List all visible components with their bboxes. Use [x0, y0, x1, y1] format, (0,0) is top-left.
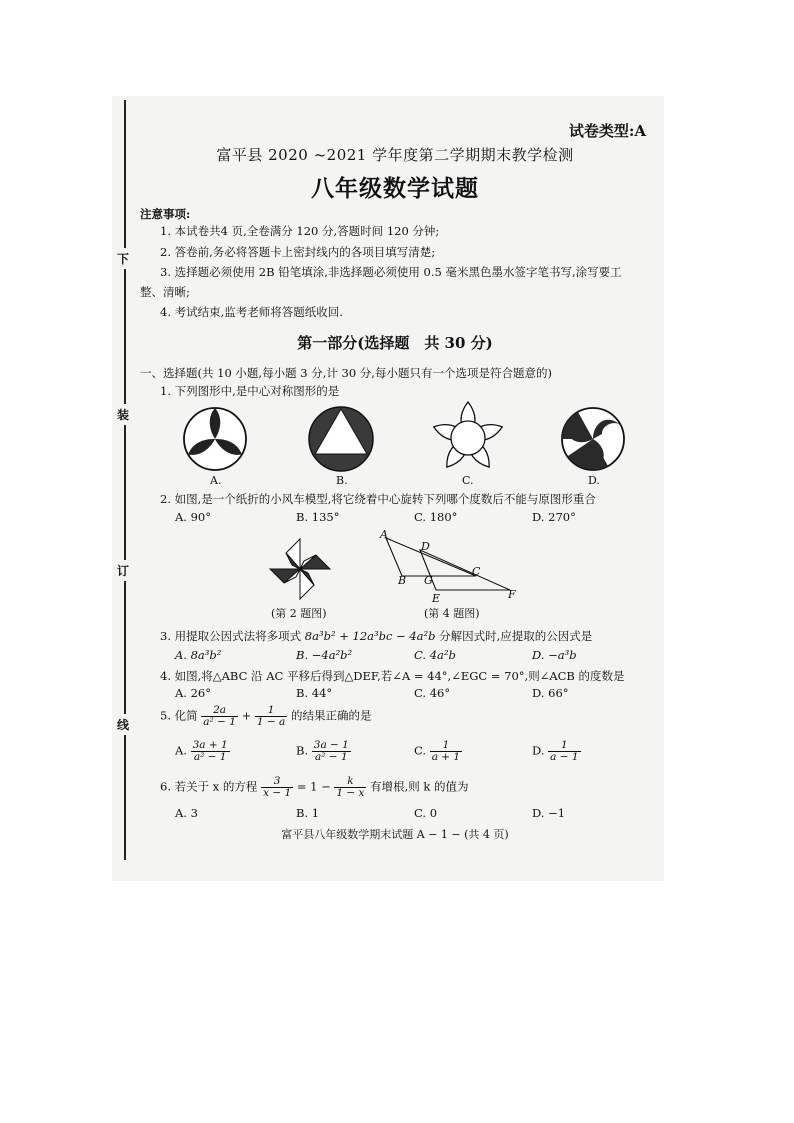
- q3-option-b: B. −4a²b²: [296, 648, 353, 662]
- q4-point-d: D: [421, 540, 430, 553]
- q5-option-d-fraction: [548, 740, 580, 763]
- q6-fraction-1-numerator: 3: [261, 776, 293, 788]
- note-item: 4. 考试结束,监考老师将答题纸收回.: [160, 305, 343, 319]
- q5-option-c-label: C.: [414, 743, 427, 758]
- q5-option-b-label: B.: [296, 743, 309, 758]
- q2-option-d: D. 270°: [532, 510, 576, 524]
- section-title: 第一部分(选择题 共 30 分): [297, 334, 493, 352]
- q3-stem-suffix: 分解因式时,应提取的公因式是: [439, 629, 593, 643]
- q5-option-a-numerator: 3a + 1: [192, 739, 228, 751]
- note-item: 1. 本试卷共4 页,全卷满分 120 分,答题时间 120 分钟;: [160, 224, 440, 238]
- q3-option-c: C. 4a²b: [414, 648, 456, 662]
- binding-line: [124, 100, 126, 860]
- exam-title: 富平县 2020 ~2021 学年度第二学期期末教学检测: [216, 146, 574, 164]
- page-title: 八年级数学试题: [311, 175, 479, 202]
- q4-triangle-figure: [376, 530, 516, 608]
- part-intro: 一、选择题(共 10 小题,每小题 3 分,计 30 分,每小题只有一个选项是符合题意的): [140, 366, 552, 380]
- q2-stem: 2. 如图,是一个纸折的小风车模型,将它绕着中心旋转下列哪个度数后不能与原图形重合: [160, 492, 596, 506]
- q3-stem-prefix: 3. 用提取公因式法将多项式: [160, 629, 302, 643]
- q1-label-d: D.: [588, 474, 600, 487]
- q5-option-b-fraction: [312, 740, 351, 763]
- q4-option-b: B. 44°: [296, 686, 333, 700]
- note-item: 3. 选择题必须使用 2B 铅笔填涂,非选择题必须使用 0.5 毫米黑色墨水签字笔书写,涂写要工: [160, 265, 622, 279]
- q3-stem: [160, 628, 592, 644]
- q2-pinwheel-figure: [262, 535, 338, 603]
- q6-option-a: A. 3: [175, 806, 198, 820]
- q6-fraction-2-numerator: k: [334, 776, 366, 788]
- q5-stem: [160, 705, 371, 728]
- q5-fraction-1: [201, 705, 238, 728]
- paper-sheet: [112, 96, 664, 881]
- q4-point-a: A: [380, 528, 388, 541]
- q4-point-g: G: [424, 574, 433, 587]
- q3-option-a: A. 8a³b²: [175, 648, 222, 662]
- note-item: 2. 答卷前,务必将答题卡上密封线内的各项目填写清楚;: [160, 245, 436, 259]
- q4-option-c: C. 46°: [414, 686, 451, 700]
- q2-figure-caption: (第 2 题图): [271, 607, 327, 620]
- q5-option-d-numerator: 1: [548, 740, 580, 752]
- q5-option-c-fraction: [430, 740, 462, 763]
- paper-type: 试卷类型:A: [568, 122, 646, 140]
- q1-label-b: B.: [336, 474, 348, 487]
- binding-char-xia: 下: [117, 248, 129, 269]
- q5-option-c: [414, 740, 462, 763]
- q6-fraction-2-denominator: 1 − x: [336, 787, 365, 799]
- q6-fraction-2: [334, 776, 366, 799]
- q4-option-d: D. 66°: [532, 686, 569, 700]
- q5-fraction-2-numerator: 1: [255, 705, 287, 717]
- q5-option-a-fraction: [191, 740, 230, 763]
- q5-option-b-numerator: 3a − 1: [313, 739, 349, 751]
- q5-stem-suffix: 的结果正确的是: [290, 708, 372, 723]
- q1-figure-a: [180, 404, 250, 474]
- q5-option-a-denominator: a² − 1: [193, 751, 227, 763]
- q1-figure-b: [306, 404, 376, 474]
- binding-char-ding: 订: [117, 560, 129, 581]
- q4-point-e: E: [432, 592, 441, 605]
- q4-option-a: A. 26°: [175, 686, 211, 700]
- q4-figure-caption: (第 4 题图): [424, 607, 480, 620]
- q5-option-b-denominator: a² − 1: [315, 751, 348, 763]
- q5-option-a-label: A.: [175, 743, 187, 758]
- q3-expression: 8a³b² + 12a³bc − 4a²b: [304, 629, 436, 643]
- note-item: 整、清晰;: [140, 285, 190, 299]
- q6-stem: [160, 776, 469, 799]
- q4-stem: 4. 如图,将△ABC 沿 AC 平移后得到△DEF,若∠A = 44°,∠EGC = 70°,则∠ACB 的度数是: [160, 669, 625, 683]
- q5-option-a: [175, 740, 230, 763]
- q1-stem: 1. 下列图形中,是中心对称图形的是: [160, 384, 340, 398]
- q5-stem-prefix: 5. 化简: [160, 708, 198, 723]
- binding-char-xian: 线: [117, 714, 129, 735]
- q1-figure-c: [430, 400, 506, 472]
- q6-stem-suffix: 有增根,则 k 的值为: [370, 779, 469, 794]
- q6-option-d: D. −1: [532, 806, 566, 820]
- q3-option-d: D. −a³b: [532, 648, 577, 662]
- q6-fraction-1: [261, 776, 293, 799]
- q1-label-a: A.: [210, 474, 222, 487]
- q2-option-b: B. 135°: [296, 510, 340, 524]
- q5-fraction-1-numerator: 2a: [201, 705, 238, 717]
- q5-option-d-label: D.: [532, 743, 545, 758]
- q4-point-b: B: [398, 574, 407, 587]
- q5-option-c-numerator: 1: [430, 740, 462, 752]
- q5-option-d: [532, 740, 581, 763]
- q5-fraction-2: [255, 705, 287, 728]
- q6-stem-prefix: 6. 若关于 x 的方程: [160, 779, 258, 794]
- q5-fraction-2-denominator: 1 − a: [256, 716, 286, 728]
- q5-fraction-1-denominator: a² − 1: [203, 716, 236, 728]
- notes-label: 注意事项:: [140, 207, 191, 221]
- q6-option-c: C. 0: [414, 806, 438, 820]
- q4-point-f: F: [508, 588, 516, 601]
- q5-option-d-denominator: a − 1: [550, 751, 579, 763]
- binding-char-zhuang: 装: [117, 404, 129, 425]
- q4-point-c: C: [472, 565, 481, 578]
- page-footer: 富平县八年级数学期末试题 A − 1 − (共 4 页): [281, 828, 509, 841]
- q1-figure-d: [558, 404, 628, 474]
- q2-option-c: C. 180°: [414, 510, 458, 524]
- q5-option-c-denominator: a + 1: [431, 751, 461, 763]
- q2-option-a: A. 90°: [175, 510, 211, 524]
- q5-option-b: [296, 740, 351, 763]
- q6-middle: = 1 −: [296, 779, 331, 794]
- q6-fraction-1-denominator: x − 1: [263, 787, 292, 799]
- q6-option-b: B. 1: [296, 806, 320, 820]
- q5-plus: +: [241, 708, 252, 723]
- q1-label-c: C.: [462, 474, 474, 487]
